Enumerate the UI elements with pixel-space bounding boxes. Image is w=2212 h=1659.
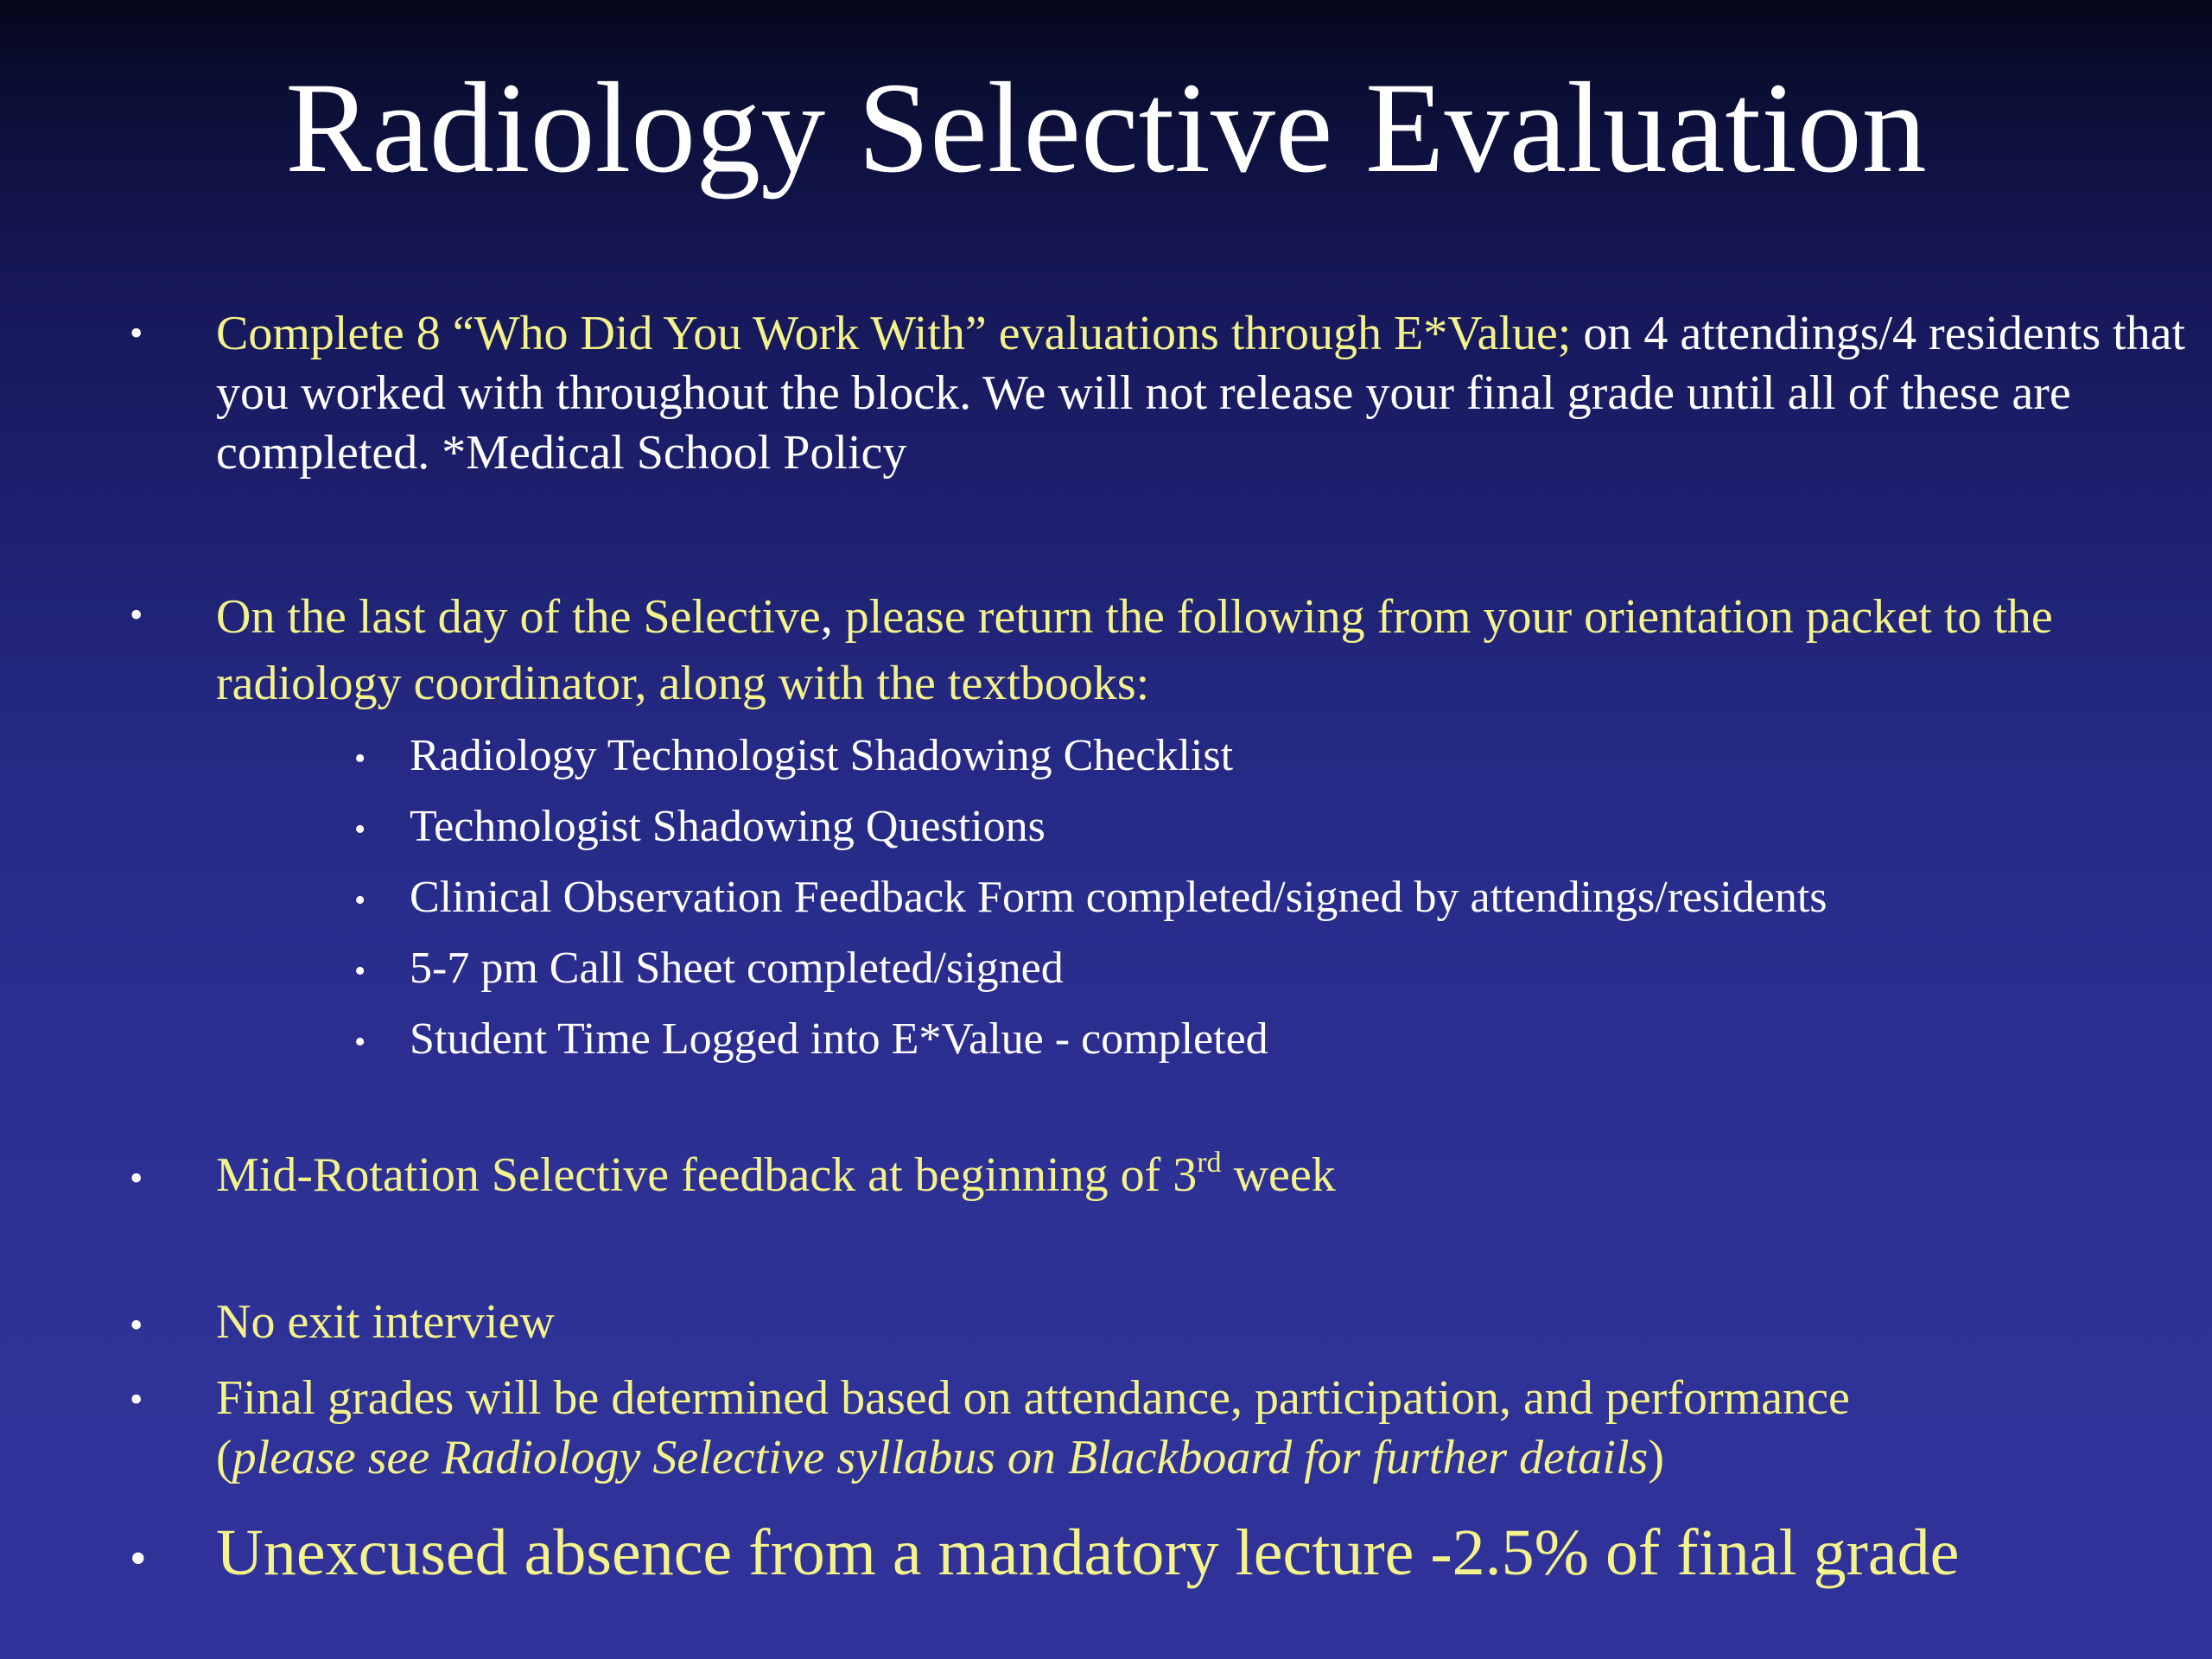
bullet-text-mid-rotation: [216, 1146, 2203, 1205]
bullet-text-mid-rotation-main: Mid-Rotation Selective feedback at beginning of 3: [216, 1148, 1198, 1202]
bullet-text-last-day: [216, 584, 2203, 717]
bullet-glyph: •: [130, 1304, 143, 1346]
bullet-text-evaluations-highlight: Complete 8 “Who Did You Work With” evaluations through E*Value;: [216, 307, 1572, 360]
bullet-text-evaluations-rest: on 4 attendings/4 residents that you worked with throughout the block. We will not release your final grade until all of these are completed. *Medical School Policy: [216, 307, 2186, 480]
sub-list-item: Student Time Logged into E*Value - completed: [410, 1014, 1268, 1064]
sub-bullet-glyph: •: [354, 741, 366, 777]
bullet-text-evaluations: [216, 304, 2203, 483]
sub-bullet-glyph: •: [354, 953, 366, 989]
sub-list-item: Clinical Observation Feedback Form completed/signed by attendings/residents: [410, 873, 1827, 922]
bullet-glyph: •: [130, 1157, 143, 1199]
sub-bullet-glyph: •: [354, 882, 366, 918]
bullet-text-final-grades: [216, 1369, 2203, 1488]
bullet-text-last-day-highlight: On the last day of the Selective: [216, 590, 821, 644]
paren-open: (: [216, 1431, 232, 1484]
bullet-glyph: •: [130, 312, 143, 354]
slide-title: Radiology Selective Evaluation: [285, 56, 1927, 200]
sub-bullet-glyph: •: [354, 811, 366, 848]
bullet-text-mid-rotation-end: week: [1221, 1148, 1336, 1202]
bullet-text-unexcused-absence: Unexcused absence from a mandatory lecture -2.5% of final grade: [216, 1516, 1960, 1589]
bullet-text-final-grades-line1: Final grades will be determined based on attendance, participation, and performance: [216, 1371, 1850, 1425]
bullet-text-last-day-comma: ,: [820, 590, 833, 644]
bullet-glyph: •: [130, 1532, 147, 1586]
syllabus-note: please see Radiology Selective syllabus on Blackboard for further details: [232, 1431, 1649, 1484]
bullet-text-last-day-rest: please return the following from your orientation packet to the radiology coordinator, along with the textbooks:: [216, 590, 2053, 710]
bullet-glyph: •: [130, 1378, 143, 1421]
paren-close: ): [1648, 1431, 1664, 1484]
sub-list-item: Radiology Technologist Shadowing Checklist: [410, 731, 1234, 780]
sub-list-item: 5-7 pm Call Sheet completed/signed: [410, 944, 1064, 993]
bullet-text-no-exit-interview: No exit interview: [216, 1295, 555, 1349]
bullet-text-final-grades-line2: [216, 1428, 2203, 1488]
sub-list-item: Technologist Shadowing Questions: [410, 802, 1046, 851]
sub-bullet-glyph: •: [354, 1024, 366, 1060]
ordinal-suffix: rd: [1197, 1147, 1222, 1179]
bullet-glyph: •: [130, 594, 143, 636]
